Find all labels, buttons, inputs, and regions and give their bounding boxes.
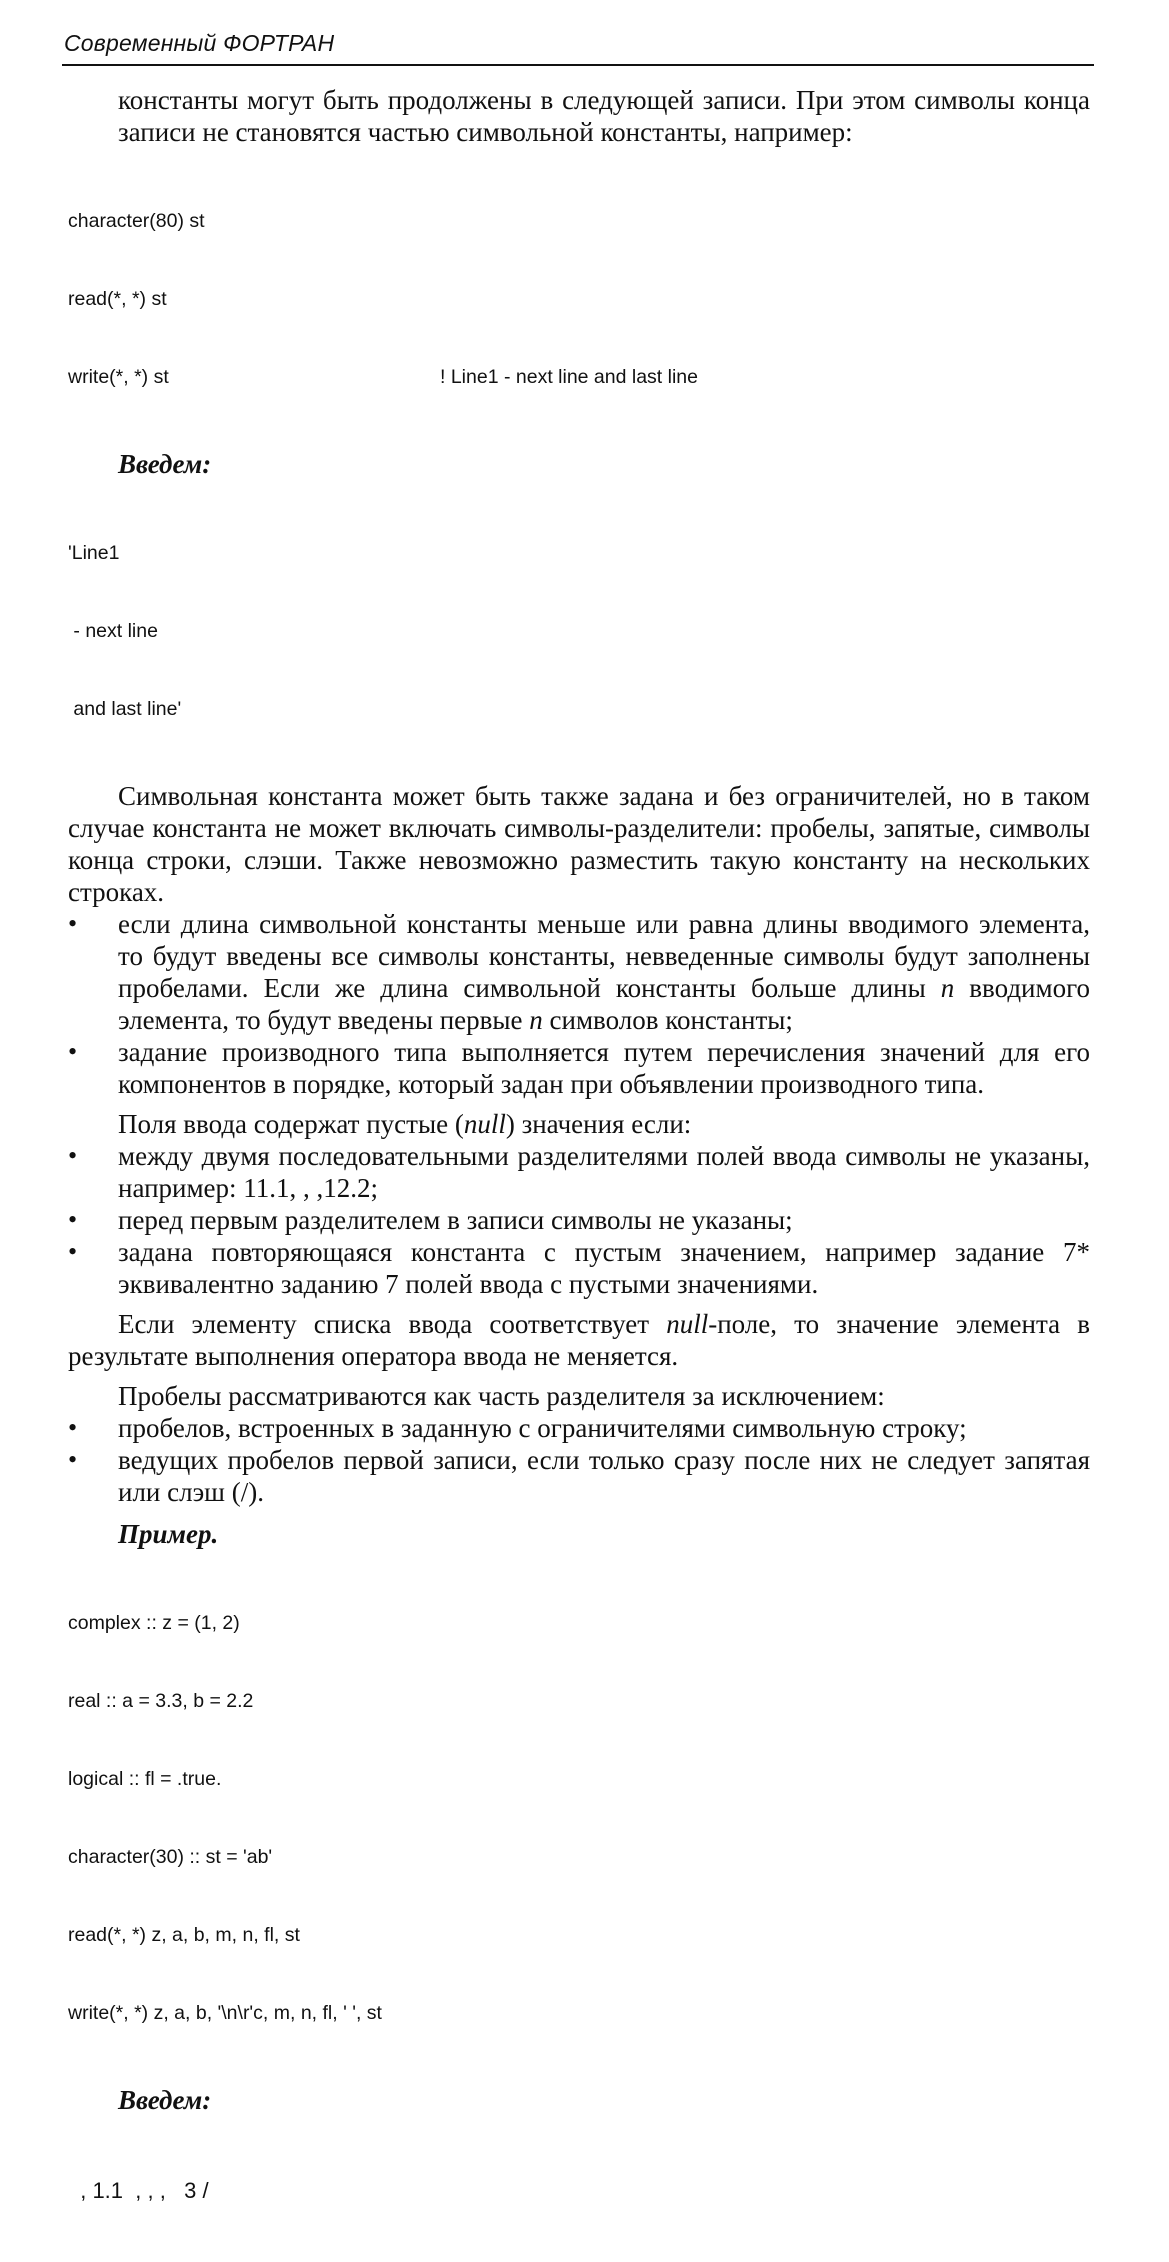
running-title: Современный ФОРТРАН: [64, 30, 335, 56]
paragraph-null-element: Если элементу списка ввода соответствует null-поле, то значение элемента в результате выполнения оператора ввода не меняется.: [68, 1309, 1090, 1371]
code-line: complex :: z = (1, 2): [68, 1612, 240, 1634]
input-line: and last line': [68, 698, 182, 720]
code-line: read(*, *) st: [68, 288, 167, 310]
code-line: character(80) st: [68, 210, 205, 232]
label-vvedem: Введем:: [118, 2085, 212, 2115]
code-line: [68, 364, 1090, 390]
paragraph-null-fields: Поля ввода содержат пустые (null) значения если:: [118, 1109, 692, 1139]
code-line: logical :: fl = .true.: [68, 1768, 222, 1790]
paragraph-spaces: Пробелы рассматриваются как часть разделителя за исключением:: [118, 1381, 885, 1411]
code-block-1: [68, 156, 1090, 442]
list-item: • между двумя последовательными разделителями полей ввода символы не указаны, например: 11.1, , ,12.2;: [68, 1140, 1090, 1204]
list-item: • если длина символьной константы меньше или равна длины вводимого элемента, то будут введены все символы константы, невведенные символы будут заполнены пробелами. Если же длина символьной константы больше длины n вводимого элемента, то будут введены первые n символов константы;: [68, 908, 1090, 1036]
header-rule: [62, 64, 1094, 66]
code-line: real :: a = 3.3, b = 2.2: [68, 1690, 254, 1712]
label-vvedem: Введем:: [118, 449, 212, 479]
code-line: character(30) :: st = 'ab': [68, 1846, 273, 1868]
list-item: • ведущих пробелов первой записи, если только сразу после них не следует запятая или слэш (/).: [68, 1444, 1090, 1508]
code-line: read(*, *) z, a, b, m, n, fl, st: [68, 1924, 300, 1946]
list-item: • перед первым разделителем в записи символы не указаны;: [68, 1204, 1090, 1236]
code-block-2: [68, 1558, 1090, 2078]
input-line: 'Line1: [68, 542, 120, 564]
input-block-1: [68, 488, 1090, 774]
label-primer: Пример.: [118, 1519, 219, 1549]
code-line: write(*, *) z, a, b, '\n\r'c, m, n, fl, ' ', st: [68, 2002, 382, 2024]
bullet-list-1: [68, 908, 1090, 1100]
input-line: , 1.1 , , , 3 /: [68, 2178, 209, 2203]
list-item: • задание производного типа выполняется путем перечисления значений для его компонентов в порядке, который задан при объявлении производного типа.: [68, 1036, 1090, 1100]
list-item: • задана повторяющаяся константа с пустым значением, например задание 7* эквивалентно заданию 7 полей ввода с пустыми значениями.: [68, 1236, 1090, 1300]
list-item: • пробелов, встроенных в заданную с ограничителями символьную строку;: [68, 1412, 1090, 1444]
paragraph-no-delimiters: Символьная константа может быть также задана и без ограничителей, но в таком случае константа не может включать символы-разделители: пробелы, запятые, символы конца строки, слэши. Также невозможно разместить такую константу на нескольких строках.: [68, 781, 1090, 907]
paragraph-continued: константы могут быть продолжены в следующей записи. При этом символы конца записи не становятся частью символьной константы, например:: [118, 85, 1090, 147]
code-statement: write(*, *) st: [68, 366, 169, 388]
input-block-2: [68, 2126, 1090, 2256]
page-body: [68, 84, 1090, 2262]
bullet-list-2: [68, 1140, 1090, 1300]
input-line: - next line: [68, 620, 158, 642]
bullet-list-3: [68, 1412, 1090, 1508]
code-comment: ! Line1 - next line and last line: [440, 366, 698, 388]
